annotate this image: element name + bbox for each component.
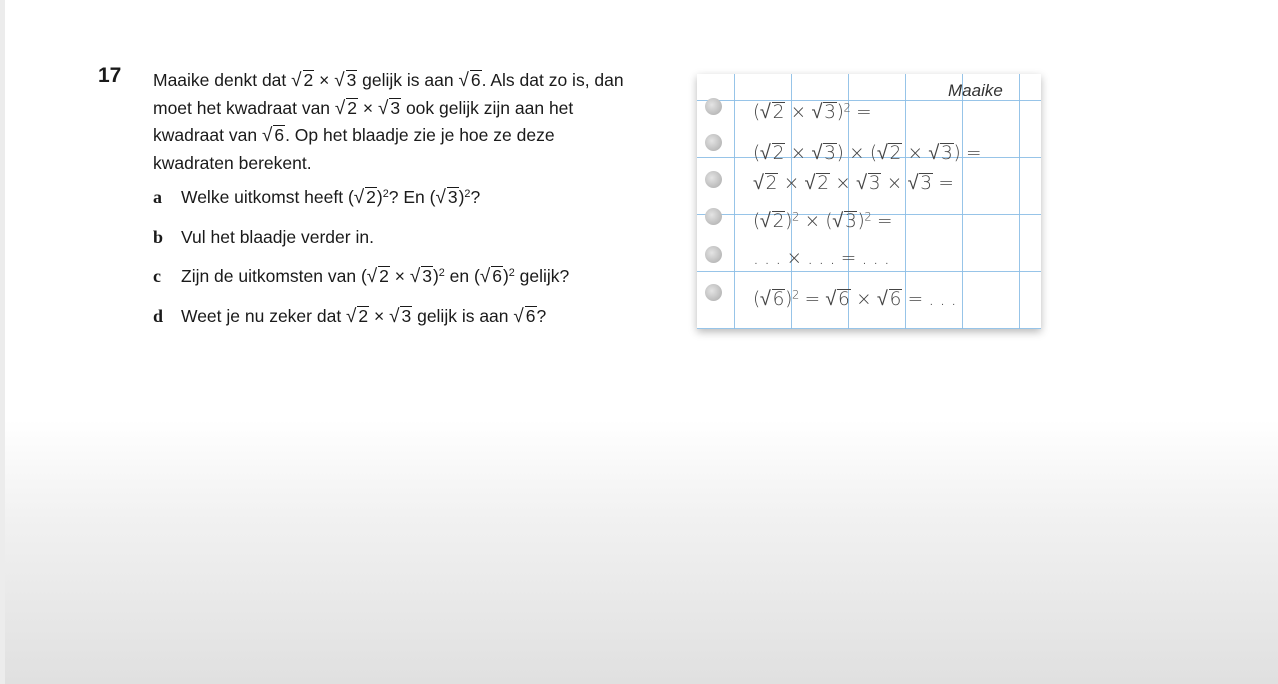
page-edge xyxy=(0,0,5,684)
notebook-sheet xyxy=(697,74,1041,329)
sheet-owner-name: Maaike xyxy=(948,81,1003,100)
subquestion-c: c Zijn de uitkomsten van (√ 2 × √ 3)$^2$ en (√ 6)$^2$ gelijk? xyxy=(153,266,570,287)
binder-hole xyxy=(705,246,722,263)
calc-line-3: √ 2 × √ 2 × √ 3 × √ 3 = xyxy=(753,170,954,194)
calc-line-5: . . . × . . . = . . . xyxy=(753,248,890,269)
subquestion-d: d Weet je nu zeker dat √ 2 × √ 3 gelijk is aan √ 6? xyxy=(153,306,547,327)
binder-hole xyxy=(705,284,722,301)
calc-line-2: (√ 2 × √ 3) × (√ 2 × √ 3) = xyxy=(753,140,982,164)
subquestion-a: a Welke uitkomst heeft (√ 2)$^2$? En (√ 3)$^2$? xyxy=(153,187,481,208)
calc-line-6: (√ 6)$^2$ = √ 6 × √ 6 = . . . xyxy=(753,286,957,310)
binder-hole xyxy=(705,98,722,115)
question-intro: Maaike denkt dat √ 2 × √ 3 gelijk is aan √ 6. Als dat zo is, dan moet het kwadraat van √ 2 × √ 3 ook gelijk zijn aan het kwadraat van √ 6. Op het blaadje zie je hoe ze deze kwadraten berekent. xyxy=(153,70,624,173)
binder-hole xyxy=(705,171,722,188)
binder-hole xyxy=(705,208,722,225)
subquestion-b: b Vul het blaadje verder in. xyxy=(153,227,374,247)
calc-line-1: (√ 2 × √ 3)$^2$ = xyxy=(753,99,872,123)
question-number: 17 xyxy=(98,64,122,87)
binder-hole xyxy=(705,134,722,151)
calc-line-4: (√ 2)$^2$ × (√ 3)$^2$ = xyxy=(753,208,893,232)
